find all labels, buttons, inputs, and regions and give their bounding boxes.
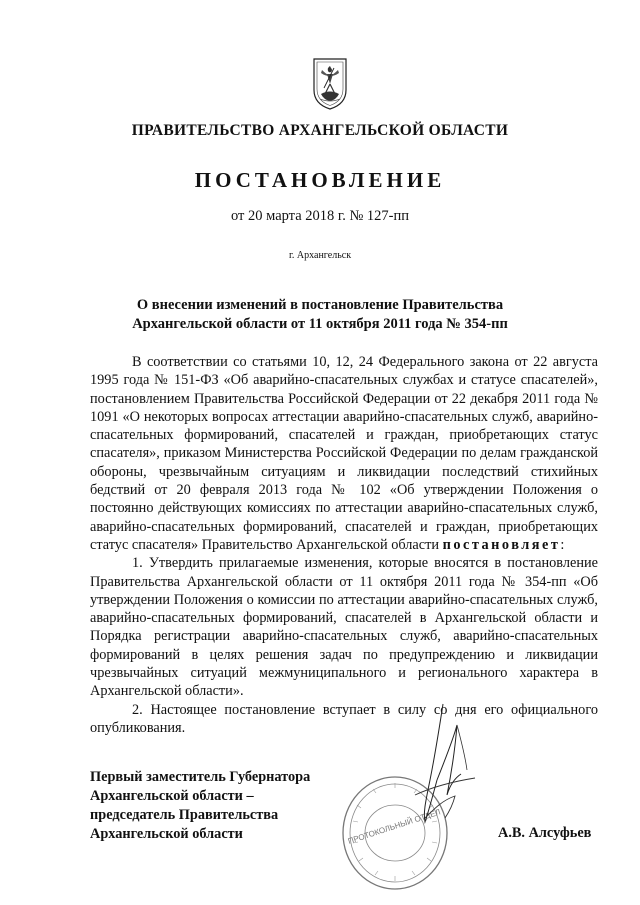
signer-line-3: председатель Правительства bbox=[90, 807, 279, 823]
stamp-center-text: ПРОТОКОЛЬНЫЙ ОТДЕЛ bbox=[346, 807, 442, 846]
signer-line-1: Первый заместитель Губернатора bbox=[90, 769, 311, 785]
document-type: ПОСТАНОВЛЕНИЕ bbox=[194, 168, 446, 192]
signer-name: А.В. Алсуфьев bbox=[498, 825, 592, 841]
preamble-text: В соответствии со статьями 10, 12, 24 Федерального закона от 22 августа 1995 года № 151-ФЗ «Об аварийно-спасательных службах и статусе спасателей», постановлением Правительства Российской Федерации от 22 декабря 2011 года № 1091 «О некоторых вопросах аттестации аварийно-спасательных служб, аварийно-спасательных формирований, спасателей и граждан, приобретающих статус спасателя», приказом Министерства Российской Федерации по делам гражданской обороны, чрезвычайным ситуациям и ликвидации последствий стихийных бедствий от 20 февраля 2013 года № 102 «Об утверждении Положения о постоянно действующих комиссиях по аттестации аварийно-спасательных служб, аварийно-спасательных формирований, спасателей и граждан, приобретающих статус спасателя» Правительство Архангельской области bbox=[90, 354, 598, 553]
item-2-paragraph: 2. Настоящее постановление вступает в силу со дня его официального опубликования. bbox=[90, 701, 598, 736]
document-subject bbox=[0, 296, 640, 334]
handwritten-signature bbox=[395, 700, 495, 830]
subject-line-2: Архангельской области от 11 октября 2011 года № 354-пп bbox=[132, 316, 508, 332]
preamble-paragraph: В соответствии со статьями 10, 12, 24 Федерального закона от 22 августа 1995 года № 151-ФЗ «Об аварийно-спасательных службах и статусе спасателей», постановлением Правительства Российской Федерации от 22 декабря 2011 года № 1091 «О некоторых вопросах аттестации аварийно-спасательных служб, аварийно-спасательных формирований, спасателей и граждан, приобретающих статус спасателя», приказом Министерства Российской Федерации по делам гражданской обороны, чрезвычайным ситуациям и ликвидации последствий стихийных бедствий от 20 февраля 2013 года № 102 «Об утверждении Положения о постоянно действующих комиссиях по аттестации аварийно-спасательных служб, аварийно-спасательных формирований, спасателей и граждан, приобретающих статус спасателя» Правительство Архангельской области постановляет: bbox=[90, 354, 598, 553]
document-city: г. Архангельск bbox=[288, 250, 352, 261]
resolves-word: постановляет bbox=[442, 536, 561, 553]
subject-line-1: О внесении изменений в постановление Правительства bbox=[136, 297, 504, 313]
document-date-number: от 20 марта 2018 г. № 127-пп bbox=[230, 208, 410, 224]
signer-position bbox=[90, 768, 370, 844]
arkhangelsk-coat-of-arms-icon bbox=[313, 58, 347, 110]
signer-line-4: Архангельской области bbox=[90, 826, 243, 842]
item-1-paragraph: 1. Утвердить прилагаемые изменения, которые вносятся в постановление Правительства Архангельской области от 11 октября 2011 года № 354-пп «Об утверждении Положения о комиссии по аттестации аварийно-спасательных служб, аварийно-спасательных формирований, спасателей в Архангельской области и Порядка регистрации аварийно-спасательных служб, аварийно-спасательных формирований в целях решения задач по предупреждению и ликвидации чрезвычайных ситуаций межмуниципального и регионального характера в Архангельской области». bbox=[90, 555, 598, 700]
government-title: ПРАВИТЕЛЬСТВО АРХАНГЕЛЬСКОЙ ОБЛАСТИ bbox=[131, 122, 509, 139]
signer-line-2: Архангельской области – bbox=[90, 788, 254, 804]
document-body bbox=[90, 353, 598, 737]
